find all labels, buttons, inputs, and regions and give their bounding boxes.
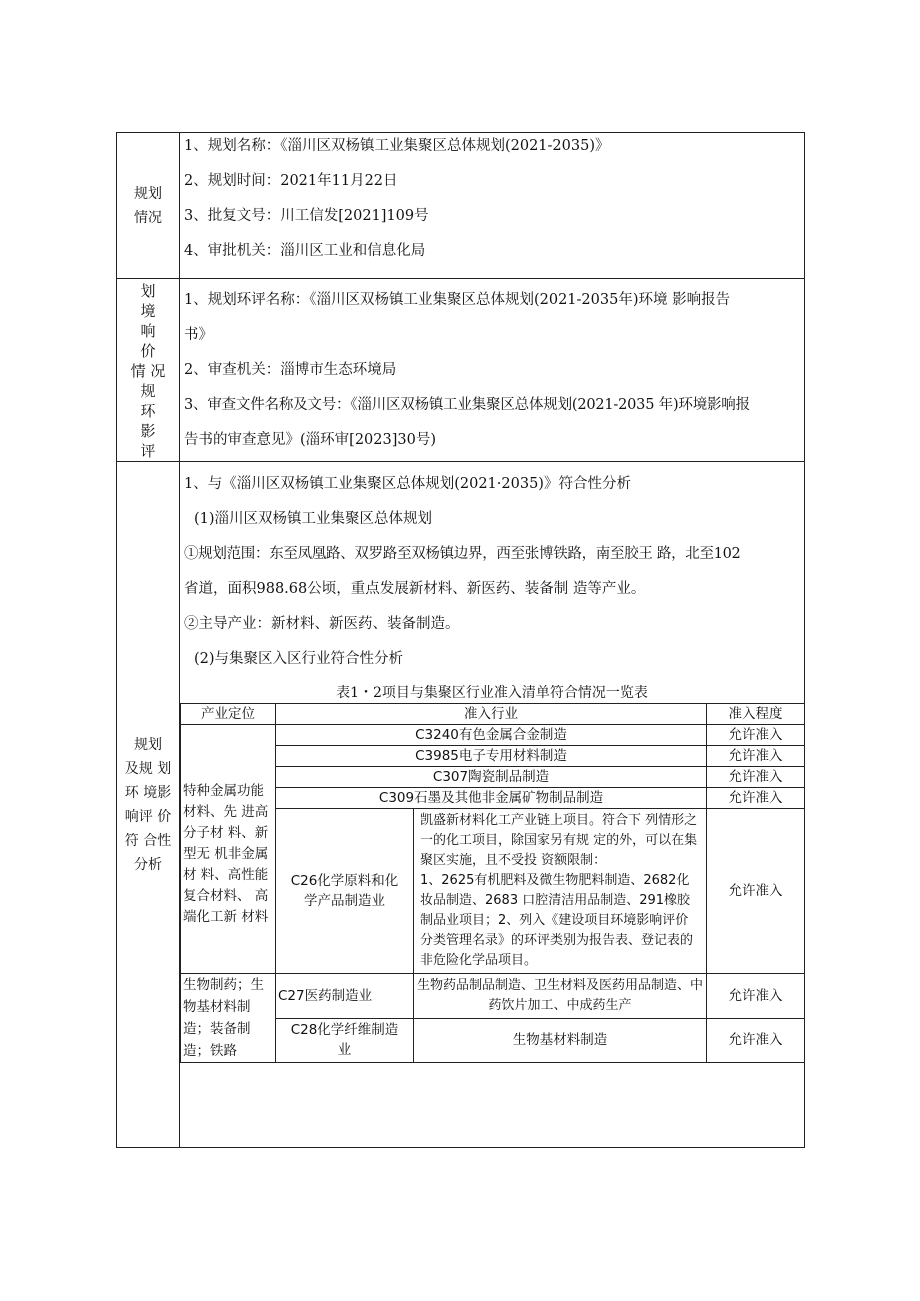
- subheading-industry-analysis: (2)与集聚区入区行业符合性分析: [194, 651, 404, 667]
- detail-c26: 凯盛新材料化工产业链上项目。符合下 列情形之一的化工项目，除国家另有规 定的外，可以在集聚区实施，且不受投 资额限制： 1、2625有机肥料及微生物肥料制造、2682化妆品制造、2683 口腔清洁用品制造、291橡胶制品业项目；2、列入《建设项目环境影响评价分类管理名录》的环评类别为报告表、登记表的非危险化学品项目。: [414, 809, 707, 974]
- review-document-line2: 告书的审查意见》(淄环审[2023]30号): [184, 432, 436, 448]
- category-c27: C27医药制造业: [276, 974, 414, 1019]
- subheading-plan: (1)淄川区双杨镇工业集聚区总体规划: [194, 511, 433, 527]
- level-cell: 允许准入: [707, 725, 805, 746]
- level-c27: 允许准入: [707, 974, 805, 1019]
- table-row: [181, 725, 805, 746]
- table-row: [181, 974, 805, 1019]
- plan-name: 1、规划名称：《淄川区双杨镇工业集聚区总体规划(2021-2035)》: [184, 138, 610, 154]
- detail-c27: 生物药品制品制造、卫生材料及医药用品制造、中药饮片加工、中成药生产: [414, 974, 707, 1019]
- industry-access-table: [180, 703, 805, 1063]
- eia-name-line2: 书》: [184, 327, 213, 343]
- industry-cell: C3985电子专用材料制造: [276, 746, 707, 767]
- planning-situation-row: [117, 133, 805, 279]
- category-c28: C28化学纤维制造业: [276, 1018, 414, 1063]
- level-cell: 允许准入: [707, 788, 805, 809]
- analysis-heading: 1、与《淄川区双杨镇工业集聚区总体规划(2021·2035)》符合性分析: [184, 476, 631, 492]
- eia-name-line1: 1、规划环评名称：《淄川区双杨镇工业集聚区总体规划(2021-2035年)环境 影响报告: [184, 292, 731, 308]
- planning-table: [116, 132, 805, 1148]
- leading-industries: ②主导产业：新材料、新医药、装备制造。: [184, 616, 460, 632]
- level-cell: 允许准入: [707, 746, 805, 767]
- header-position: 产业定位: [181, 704, 276, 725]
- industry-cell: C3240有色金属合金制造: [276, 725, 707, 746]
- approval-number: 3、批复文号：川工信发[2021]109号: [184, 208, 429, 224]
- review-authority: 2、审查机关：淄博市生态环境局: [184, 362, 397, 378]
- header-level: 准入程度: [707, 704, 805, 725]
- industry-cell: C309石墨及其他非金属矿物制品制造: [276, 788, 707, 809]
- eia-situation-label: 划 境 响 价 情 况 规 环 影 评: [117, 279, 180, 462]
- compliance-analysis-label: 规划 及规 划 环 境影 响评 价 符 合性 分析: [117, 462, 180, 1148]
- detail-c28: 生物基材料制造: [414, 1018, 707, 1063]
- review-document-line1: 3、审查文件名称及文号：《淄川区双杨镇工业集聚区总体规划(2021-2035 年)环境影响报: [184, 397, 750, 413]
- plan-scope-line1: ①规划范围：东至凤凰路、双罗路至双杨镇边界，西至张博铁路，南至胶王 路，北至102: [184, 546, 741, 562]
- eia-situation-row: [117, 279, 805, 462]
- position-new-materials: 特种金属功能材料、先 进高分子材 料、新型无 机非金属材 料、高性能 复合材料、 高端化工新 材料: [181, 725, 276, 974]
- plan-scope-line2: 省道，面积988.68公顷，重点发展新材料、新医药、装备制 造等产业。: [184, 581, 646, 597]
- table-caption: 表1・2项目与集聚区行业准入清单符合情况一览表: [336, 685, 648, 701]
- compliance-analysis-content: [180, 462, 805, 1148]
- level-c28: 允许准入: [707, 1018, 805, 1063]
- approval-authority: 4、审批机关：淄川区工业和信息化局: [184, 243, 426, 259]
- position-biomedicine: 生物制药；生物基材料制造；装备制造；铁路: [181, 974, 276, 1063]
- document-page: [116, 132, 804, 1148]
- compliance-analysis-row: [117, 462, 805, 1148]
- level-c26: 允许准入: [707, 809, 805, 974]
- level-cell: 允许准入: [707, 767, 805, 788]
- category-c26: C26化学原料和化学产品制造业: [276, 809, 414, 974]
- planning-situation-content: [180, 133, 805, 279]
- planning-situation-label: 规划 情况: [117, 133, 180, 279]
- plan-date: 2、规划时间：2021年11月22日: [184, 173, 398, 189]
- table-header-row: [181, 704, 805, 725]
- eia-situation-content: [180, 279, 805, 462]
- industry-cell: C307陶瓷制品制造: [276, 767, 707, 788]
- header-industry: 准入行业: [276, 704, 707, 725]
